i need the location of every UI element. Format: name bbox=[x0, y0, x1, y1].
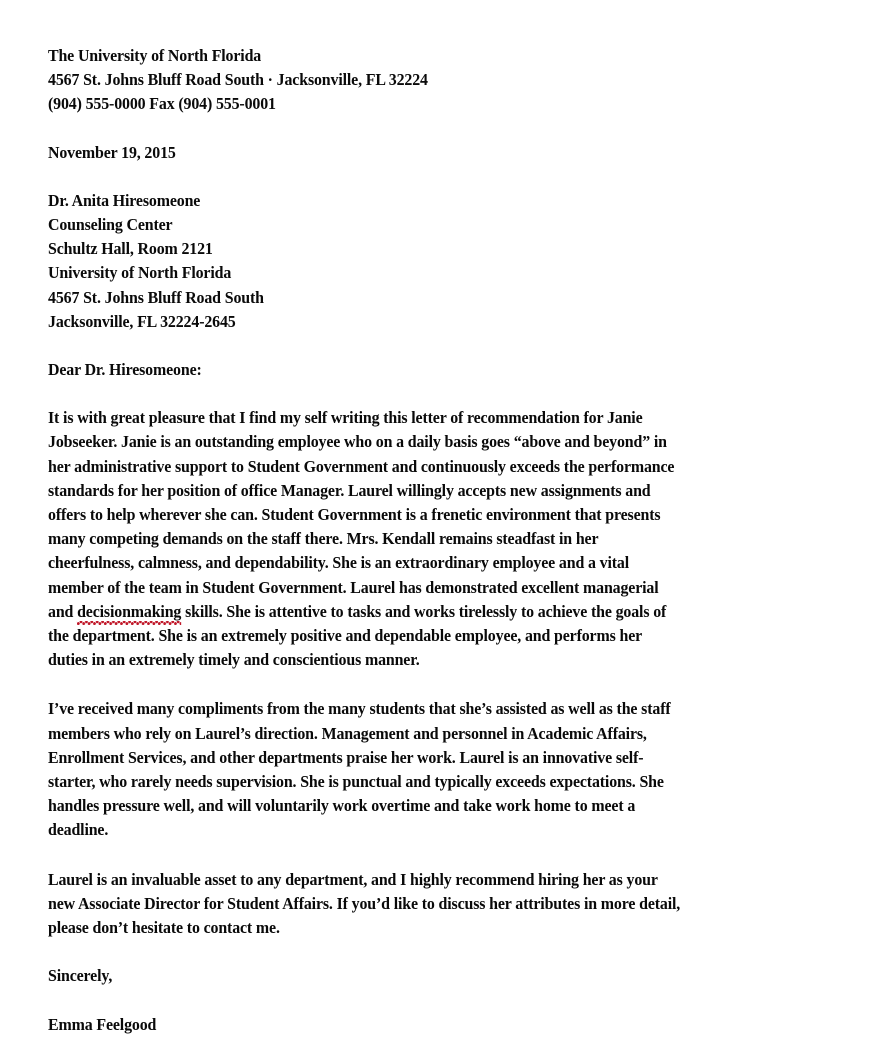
paragraph-line: duties in an extremely timely and conscientious manner. bbox=[48, 650, 420, 670]
paragraph-line: the department. She is an extremely positive and dependable employee, and performs her bbox=[48, 626, 643, 646]
recipient-building: Schultz Hall, Room 2121 bbox=[48, 239, 213, 259]
letterhead-organization: The University of North Florida bbox=[48, 46, 262, 65]
paragraph-line: her administrative support to Student Government and continuously exceeds the performance bbox=[48, 456, 675, 476]
paragraph-line: offers to help wherever she can. Student Government is a frenetic environment that presents bbox=[48, 505, 661, 525]
paragraph-line: starter, who rarely needs supervision. She is punctual and typically exceeds expectations. She bbox=[48, 772, 664, 792]
paragraph-line: members who rely on Laurel’s direction. Management and personnel in Academic Affairs, bbox=[48, 723, 647, 743]
paragraph-line: new Associate Director for Student Affairs. If you’d like to discuss her attributes in more detail, bbox=[48, 893, 681, 913]
misspelled-word-text: decisionmaking bbox=[77, 601, 182, 621]
letterhead bbox=[48, 44, 810, 117]
paragraph-line: member of the team in Student Government. Laurel has demonstrated excellent managerial bbox=[48, 577, 659, 597]
recipient-institution: University of North Florida bbox=[48, 263, 232, 283]
spacer bbox=[48, 165, 810, 189]
letter-body-text bbox=[48, 44, 810, 1037]
paragraph-line: please don’t hesitate to contact me. bbox=[48, 918, 280, 938]
signature-name: Emma Feelgood bbox=[48, 1014, 157, 1034]
paragraph-line: I’ve received many compliments from the many students that she’s assisted as well as the staff bbox=[48, 699, 671, 719]
misspelled-word[interactable] bbox=[77, 600, 181, 624]
paragraph-2 bbox=[48, 697, 810, 842]
paragraph-line: standards for her position of office Manager. Laurel willingly accepts new assignments and bbox=[48, 480, 651, 500]
line-prefix-text: and bbox=[48, 601, 78, 621]
letterhead-phone: (904) 555-0000 Fax (904) 555-0001 bbox=[48, 94, 276, 114]
paragraph-line: Enrollment Services, and other departments praise her work. Laurel is an innovative self- bbox=[48, 747, 644, 767]
letterhead-address: 4567 St. Johns Bluff Road South · Jacksonville, FL 32224 bbox=[48, 70, 428, 90]
paragraph-line: many competing demands on the staff there. Mrs. Kendall remains steadfast in her bbox=[48, 529, 599, 549]
paragraph-3 bbox=[48, 868, 810, 941]
paragraph-line-with-misspelling bbox=[48, 600, 810, 624]
spacer bbox=[48, 940, 810, 964]
salutation: Dear Dr. Hiresomeone: bbox=[48, 360, 202, 380]
spacer bbox=[48, 382, 810, 406]
spacer bbox=[48, 117, 810, 141]
paragraph-line: deadline. bbox=[48, 820, 109, 840]
recipient-name: Dr. Anita Hiresomeone bbox=[48, 190, 201, 210]
paragraph-line: It is with great pleasure that I find my self writing this letter of recommendation for Janie bbox=[48, 408, 643, 428]
line-suffix-text: skills. She is attentive to tasks and works tirelessly to achieve the goals of bbox=[181, 601, 667, 621]
recipient-department: Counseling Center bbox=[48, 215, 173, 235]
recipient-city-state-zip: Jacksonville, FL 32224-2645 bbox=[48, 311, 236, 331]
closing: Sincerely, bbox=[48, 966, 113, 986]
spacer bbox=[48, 843, 810, 868]
paragraph-line: cheerfulness, calmness, and dependability. She is an extraordinary employee and a vital bbox=[48, 553, 629, 573]
paragraph-line: Laurel is an invaluable asset to any department, and I highly recommend hiring her as your bbox=[48, 869, 658, 889]
recipient-address-block bbox=[48, 189, 810, 334]
paragraph-line: handles pressure well, and will voluntarily work overtime and take work home to meet a bbox=[48, 796, 636, 816]
spacer bbox=[48, 989, 810, 1013]
paragraph-1 bbox=[48, 406, 810, 672]
recipient-street: 4567 St. Johns Bluff Road South bbox=[48, 287, 264, 307]
spacer bbox=[48, 672, 810, 697]
paragraph-line: Jobseeker. Janie is an outstanding employee who on a daily basis goes “above and beyond” in bbox=[48, 432, 667, 452]
letter-date: November 19, 2015 bbox=[48, 142, 176, 162]
spacer bbox=[48, 334, 810, 358]
